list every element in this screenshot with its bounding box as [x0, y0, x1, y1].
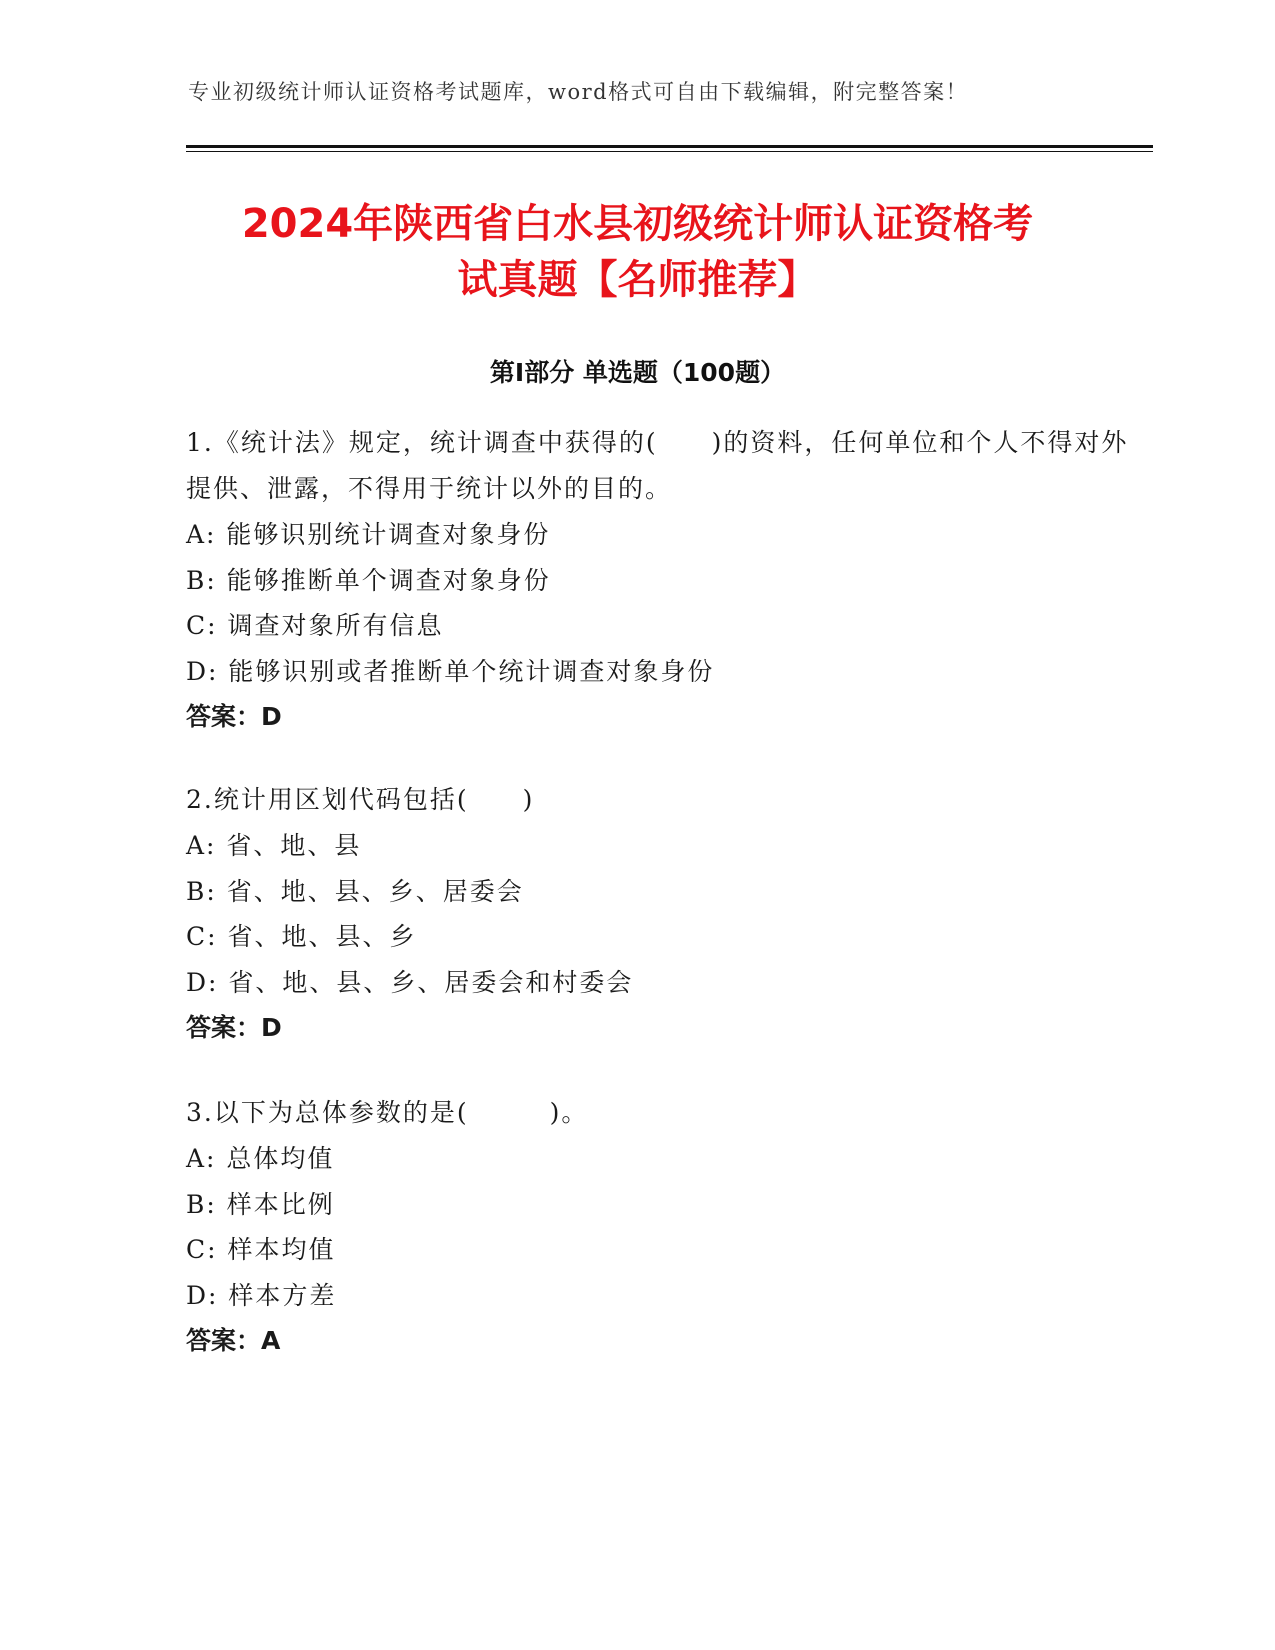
option-d: D: 省、地、县、乡、居委会和村委会: [186, 967, 634, 997]
question-2: [186, 777, 1146, 1050]
option-d: D: 样本方差: [186, 1280, 337, 1310]
option-b: B: 能够推断单个调查对象身份: [186, 565, 551, 595]
section-title: 第Ⅰ部分 单选题（100题）: [489, 358, 786, 387]
header-rule-thin: [186, 151, 1153, 152]
answer: 答案：D: [186, 702, 282, 731]
title-line-2: 试真题【名师推荐】: [457, 257, 818, 303]
title-line-1: 2024年陕西省白水县初级统计师认证资格考: [241, 201, 1034, 247]
answer: 答案：D: [186, 1013, 282, 1042]
question-1: [186, 420, 1146, 739]
option-a: A: 总体均值: [186, 1144, 335, 1173]
option-a: A: 能够识别统计调查对象身份: [186, 520, 551, 549]
option-c: C: 样本均值: [186, 1235, 336, 1264]
question-stem: 1.《统计法》规定，统计调查中获得的( )的资料，任何单位和个人不得对外提供、泄露，不得用于统计以外的目的。: [186, 428, 1129, 503]
option-c: C: 省、地、县、乡: [186, 922, 417, 951]
document-title: [140, 196, 1135, 308]
option-b: B: 省、地、县、乡、居委会: [186, 876, 524, 906]
question-stem: 3.以下为总体参数的是( )。: [186, 1098, 589, 1127]
answer: 答案：A: [186, 1326, 281, 1355]
option-c: C: 调查对象所有信息: [186, 611, 444, 640]
question-stem: 2.统计用区划代码包括( ): [186, 785, 535, 814]
option-a: A: 省、地、县: [186, 831, 362, 860]
header-rule-thick: [186, 145, 1153, 148]
question-3: [186, 1090, 1146, 1363]
option-b: B: 样本比例: [186, 1189, 335, 1219]
header-note: 专业初级统计师认证资格考试题库，word格式可自由下载编辑，附完整答案！: [188, 80, 969, 104]
option-d: D: 能够识别或者推断单个统计调查对象身份: [186, 656, 715, 686]
